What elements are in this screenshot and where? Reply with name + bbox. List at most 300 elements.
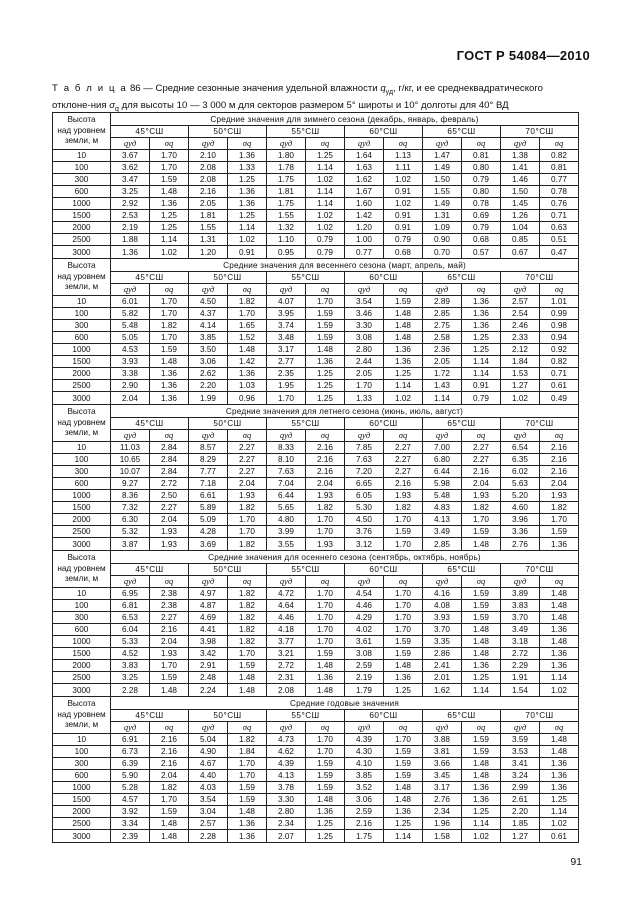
value-cell: 1.93 (150, 526, 189, 538)
value-cell: 5.30 (345, 502, 384, 514)
value-cell: 1.02 (306, 210, 345, 222)
value-cell: 2.10 (189, 150, 228, 162)
value-cell: 2.01 (423, 672, 462, 684)
value-cell: 1.48 (150, 356, 189, 368)
table-row (53, 612, 579, 624)
value-cell: 2.27 (462, 442, 501, 454)
value-cell: 2.80 (345, 344, 384, 356)
value-cell: 2.59 (345, 660, 384, 672)
value-cell: 1.36 (462, 308, 501, 320)
height-cell: 3000 (53, 830, 111, 843)
value-cell: 1.82 (228, 502, 267, 514)
value-cell: 3.78 (267, 782, 306, 794)
value-cell: 2.04 (540, 478, 579, 490)
table-row (53, 758, 579, 770)
value-cell: 2.41 (423, 660, 462, 672)
height-cell: 1500 (53, 794, 111, 806)
caption-sigma-subscript: q (115, 105, 119, 113)
value-cell: 3.70 (423, 624, 462, 636)
value-cell: 1.93 (306, 538, 345, 551)
q-symbol-header: qуд (267, 284, 306, 296)
value-cell: 2.27 (462, 454, 501, 466)
value-cell: 1.36 (306, 672, 345, 684)
value-cell: 1.59 (462, 588, 501, 600)
height-cell: 1000 (53, 490, 111, 502)
value-cell: 4.90 (189, 746, 228, 758)
value-cell: 2.04 (306, 478, 345, 490)
table-row (53, 588, 579, 600)
value-cell: 1.02 (384, 198, 423, 210)
value-cell: 1.70 (384, 538, 423, 551)
value-cell: 1.59 (228, 794, 267, 806)
value-cell: 5.48 (111, 320, 150, 332)
value-cell: 10.65 (111, 454, 150, 466)
value-cell: 1.96 (423, 818, 462, 830)
value-cell: 1.72 (423, 368, 462, 380)
value-cell: 2.76 (501, 538, 540, 551)
value-cell: 0.71 (540, 210, 579, 222)
latitude-header: 45°СШ (111, 126, 189, 138)
height-cell: 2000 (53, 660, 111, 672)
value-cell: 5.65 (267, 502, 306, 514)
value-cell: 2.57 (189, 818, 228, 830)
value-cell: 6.80 (423, 454, 462, 466)
value-cell: 6.02 (501, 466, 540, 478)
value-cell: 3.41 (501, 758, 540, 770)
value-cell: 4.72 (267, 588, 306, 600)
table-row (53, 830, 579, 843)
table-row (53, 648, 579, 660)
value-cell: 2.08 (189, 162, 228, 174)
value-cell: 11.03 (111, 442, 150, 454)
value-cell: 0.81 (462, 150, 501, 162)
q-symbol-header: qуд (111, 576, 150, 588)
value-cell: 0.78 (462, 198, 501, 210)
value-cell: 0.51 (540, 234, 579, 246)
value-cell: 1.59 (384, 746, 423, 758)
height-cell: 300 (53, 612, 111, 624)
value-cell: 7.18 (189, 478, 228, 490)
value-cell: 4.41 (189, 624, 228, 636)
value-cell: 2.27 (384, 442, 423, 454)
value-cell: 1.84 (228, 746, 267, 758)
value-cell: 1.14 (540, 672, 579, 684)
q-symbol-header: qуд (423, 576, 462, 588)
sigma-symbol-header: σq (306, 430, 345, 442)
value-cell: 2.27 (228, 442, 267, 454)
height-cell: 3000 (53, 684, 111, 697)
value-cell: 1.70 (150, 150, 189, 162)
value-cell: 1.32 (267, 222, 306, 234)
latitude-header: 45°СШ (111, 710, 189, 722)
value-cell: 1.70 (306, 734, 345, 746)
value-cell: 1.14 (462, 684, 501, 697)
value-cell: 1.25 (384, 684, 423, 697)
value-cell: 2.27 (150, 502, 189, 514)
value-cell: 3.21 (267, 648, 306, 660)
value-cell: 1.75 (267, 174, 306, 186)
value-cell: 2.48 (189, 672, 228, 684)
value-cell: 4.67 (189, 758, 228, 770)
q-symbol-header: qуд (501, 576, 540, 588)
height-cell: 1000 (53, 198, 111, 210)
value-cell: 1.82 (306, 502, 345, 514)
value-cell: 1.82 (384, 502, 423, 514)
table-row (53, 600, 579, 612)
value-cell: 2.16 (540, 466, 579, 478)
symbol-row (53, 576, 579, 588)
value-cell: 1.79 (345, 684, 384, 697)
latitude-header: 70°СШ (501, 710, 579, 722)
value-cell: 8.29 (189, 454, 228, 466)
height-cell: 2500 (53, 818, 111, 830)
value-cell: 4.87 (189, 600, 228, 612)
symbol-row (53, 138, 579, 150)
value-cell: 1.70 (228, 770, 267, 782)
value-cell: 2.84 (150, 442, 189, 454)
value-cell: 1.59 (384, 770, 423, 782)
value-cell: 3.61 (345, 636, 384, 648)
value-cell: 2.08 (267, 684, 306, 697)
value-cell: 3.47 (111, 174, 150, 186)
latitude-header: 60°СШ (345, 710, 423, 722)
value-cell: 3.08 (345, 648, 384, 660)
sigma-symbol-header: σq (384, 722, 423, 734)
value-cell: 1.59 (384, 296, 423, 308)
latitude-row (53, 418, 579, 430)
value-cell: 6.95 (111, 588, 150, 600)
value-cell: 1.36 (540, 782, 579, 794)
value-cell: 2.20 (189, 380, 228, 392)
value-cell: 1.48 (306, 684, 345, 697)
value-cell: 2.27 (228, 454, 267, 466)
value-cell: 3.54 (189, 794, 228, 806)
value-cell: 1.48 (306, 344, 345, 356)
value-cell: 3.18 (501, 636, 540, 648)
value-cell: 1.49 (423, 198, 462, 210)
value-cell: 3.25 (111, 186, 150, 198)
value-cell: 5.63 (501, 478, 540, 490)
latitude-header: 65°СШ (423, 564, 501, 576)
value-cell: 1.55 (267, 210, 306, 222)
height-cell: 2500 (53, 526, 111, 538)
value-cell: 1.70 (345, 380, 384, 392)
value-cell: 5.98 (423, 478, 462, 490)
value-cell: 1.53 (501, 368, 540, 380)
value-cell: 2.72 (267, 660, 306, 672)
value-cell: 4.08 (423, 600, 462, 612)
value-cell: 1.70 (462, 514, 501, 526)
latitude-header: 70°СШ (501, 564, 579, 576)
value-cell: 1.36 (228, 186, 267, 198)
value-cell: 3.12 (345, 538, 384, 551)
value-cell: 0.92 (540, 344, 579, 356)
value-cell: 3.34 (111, 818, 150, 830)
value-cell: 1.48 (228, 344, 267, 356)
value-cell: 1.48 (462, 636, 501, 648)
value-cell: 1.64 (345, 150, 384, 162)
value-cell: 1.93 (462, 490, 501, 502)
value-cell: 1.88 (111, 234, 150, 246)
value-cell: 1.50 (501, 186, 540, 198)
value-cell: 1.48 (462, 770, 501, 782)
season-title: Средние значения для осеннего сезона (сентябрь, октябрь, ноябрь) (111, 551, 579, 564)
value-cell: 1.02 (540, 684, 579, 697)
table-row (53, 818, 579, 830)
symbol-row (53, 430, 579, 442)
value-cell: 0.57 (462, 246, 501, 259)
value-cell: 1.36 (462, 782, 501, 794)
table-caption (52, 82, 578, 116)
value-cell: 2.89 (423, 296, 462, 308)
value-cell: 1.59 (384, 636, 423, 648)
value-cell: 6.81 (111, 600, 150, 612)
value-cell: 7.04 (267, 478, 306, 490)
value-cell: 0.71 (540, 368, 579, 380)
sigma-symbol-header: σq (228, 284, 267, 296)
value-cell: 5.90 (111, 770, 150, 782)
value-cell: 1.25 (540, 794, 579, 806)
value-cell: 2.61 (501, 794, 540, 806)
value-cell: 3.53 (501, 746, 540, 758)
q-symbol-header: qуд (267, 138, 306, 150)
value-cell: 1.59 (306, 320, 345, 332)
height-column-header (53, 551, 111, 588)
value-cell: 6.53 (111, 612, 150, 624)
value-cell: 0.61 (540, 830, 579, 843)
value-cell: 1.41 (501, 162, 540, 174)
value-cell: 1.02 (150, 246, 189, 259)
value-cell: 4.54 (345, 588, 384, 600)
value-cell: 3.49 (423, 526, 462, 538)
value-cell: 3.92 (111, 806, 150, 818)
value-cell: 2.12 (501, 344, 540, 356)
value-cell: 2.16 (150, 758, 189, 770)
value-cell: 4.53 (111, 344, 150, 356)
value-cell: 4.13 (423, 514, 462, 526)
page-number: 91 (570, 856, 582, 868)
height-cell: 100 (53, 600, 111, 612)
value-cell: 1.58 (423, 830, 462, 843)
value-cell: 1.80 (267, 150, 306, 162)
value-cell: 3.67 (111, 150, 150, 162)
value-cell: 1.36 (462, 794, 501, 806)
value-cell: 1.10 (267, 234, 306, 246)
value-cell: 1.82 (228, 600, 267, 612)
value-cell: 1.82 (150, 320, 189, 332)
height-cell: 2500 (53, 234, 111, 246)
value-cell: 4.60 (501, 502, 540, 514)
height-column-header (53, 405, 111, 442)
value-cell: 0.79 (462, 174, 501, 186)
value-cell: 6.91 (111, 734, 150, 746)
height-cell: 2000 (53, 368, 111, 380)
value-cell: 1.36 (540, 648, 579, 660)
value-cell: 1.02 (384, 174, 423, 186)
value-cell: 6.61 (189, 490, 228, 502)
value-cell: 1.59 (150, 344, 189, 356)
value-cell: 8.57 (189, 442, 228, 454)
value-cell: 1.33 (345, 392, 384, 405)
latitude-header: 50°СШ (189, 564, 267, 576)
value-cell: 2.24 (189, 684, 228, 697)
value-cell: 4.13 (267, 770, 306, 782)
value-cell: 0.91 (384, 222, 423, 234)
latitude-header: 45°СШ (111, 418, 189, 430)
value-cell: 1.36 (384, 806, 423, 818)
value-cell: 2.16 (384, 478, 423, 490)
value-cell: 6.35 (501, 454, 540, 466)
value-cell: 2.53 (111, 210, 150, 222)
q-symbol-header: qуд (423, 284, 462, 296)
value-cell: 1.70 (384, 600, 423, 612)
value-cell: 3.62 (111, 162, 150, 174)
value-cell: 2.34 (267, 818, 306, 830)
value-cell: 3.50 (189, 344, 228, 356)
value-cell: 1.25 (384, 818, 423, 830)
value-cell: 2.44 (345, 356, 384, 368)
value-cell: 2.27 (384, 454, 423, 466)
latitude-row (53, 710, 579, 722)
latitude-header: 60°СШ (345, 418, 423, 430)
value-cell: 1.01 (540, 296, 579, 308)
value-cell: 1.59 (150, 174, 189, 186)
value-cell: 2.34 (423, 806, 462, 818)
value-cell: 1.59 (462, 746, 501, 758)
height-header-line: Высота (67, 261, 96, 270)
value-cell: 0.82 (540, 150, 579, 162)
value-cell: 1.31 (189, 234, 228, 246)
value-cell: 1.70 (150, 308, 189, 320)
value-cell: 1.70 (306, 746, 345, 758)
table-row (53, 672, 579, 684)
table-row (53, 392, 579, 405)
sigma-symbol-header: σq (228, 430, 267, 442)
value-cell: 3.46 (345, 308, 384, 320)
value-cell: 4.46 (267, 612, 306, 624)
table-row (53, 150, 579, 162)
table-row (53, 746, 579, 758)
value-cell: 3.35 (423, 636, 462, 648)
table-row (53, 162, 579, 174)
value-cell: 1.48 (384, 320, 423, 332)
value-cell: 3.76 (345, 526, 384, 538)
value-cell: 1.59 (540, 526, 579, 538)
value-cell: 0.94 (540, 332, 579, 344)
value-cell: 4.40 (189, 770, 228, 782)
value-cell: 7.20 (345, 466, 384, 478)
height-cell: 600 (53, 478, 111, 490)
value-cell: 1.36 (462, 320, 501, 332)
table-row (53, 538, 579, 551)
height-header-line: над уровнем (57, 709, 106, 719)
value-cell: 1.25 (462, 344, 501, 356)
value-cell: 1.59 (150, 806, 189, 818)
q-symbol-header: qуд (423, 138, 462, 150)
value-cell: 2.86 (423, 648, 462, 660)
value-cell: 1.82 (150, 782, 189, 794)
value-cell: 0.91 (462, 380, 501, 392)
value-cell: 1.84 (501, 356, 540, 368)
value-cell: 1.36 (384, 344, 423, 356)
value-cell: 2.16 (306, 466, 345, 478)
value-cell: 1.55 (189, 222, 228, 234)
q-symbol-header: qуд (111, 430, 150, 442)
season-title: Средние значения для весеннего сезона (март, апрель, май) (111, 259, 579, 272)
value-cell: 1.14 (462, 356, 501, 368)
value-cell: 2.85 (423, 538, 462, 551)
value-cell: 3.93 (111, 356, 150, 368)
value-cell: 1.70 (306, 612, 345, 624)
q-symbol-header: qуд (189, 722, 228, 734)
value-cell: 1.14 (306, 198, 345, 210)
value-cell: 2.08 (189, 174, 228, 186)
value-cell: 1.49 (423, 162, 462, 174)
value-cell: 1.25 (150, 210, 189, 222)
value-cell: 2.39 (111, 830, 150, 843)
value-cell: 5.05 (111, 332, 150, 344)
value-cell: 1.14 (306, 186, 345, 198)
value-cell: 2.07 (267, 830, 306, 843)
sigma-symbol-header: σq (306, 576, 345, 588)
caption-prefix: Т а б л и ц а (52, 83, 128, 94)
value-cell: 3.55 (267, 538, 306, 551)
value-cell: 3.17 (267, 344, 306, 356)
value-cell: 0.79 (306, 246, 345, 259)
height-cell: 100 (53, 746, 111, 758)
value-cell: 4.39 (267, 758, 306, 770)
value-cell: 1.59 (462, 612, 501, 624)
height-cell: 100 (53, 162, 111, 174)
sigma-symbol-header: σq (228, 138, 267, 150)
q-symbol-header: qуд (345, 722, 384, 734)
height-cell: 1000 (53, 782, 111, 794)
value-cell: 4.02 (345, 624, 384, 636)
value-cell: 1.70 (228, 308, 267, 320)
value-cell: 1.70 (384, 734, 423, 746)
height-header-line: Высота (67, 699, 96, 708)
value-cell: 2.57 (501, 296, 540, 308)
value-cell: 2.29 (501, 660, 540, 672)
value-cell: 1.70 (150, 660, 189, 672)
value-cell: 2.04 (150, 514, 189, 526)
value-cell: 2.84 (150, 466, 189, 478)
table-row (53, 624, 579, 636)
value-cell: 4.73 (267, 734, 306, 746)
table-row (53, 478, 579, 490)
value-cell: 1.59 (306, 308, 345, 320)
value-cell: 0.78 (540, 186, 579, 198)
q-symbol-header: qуд (189, 430, 228, 442)
value-cell: 3.25 (111, 672, 150, 684)
value-cell: 1.36 (540, 538, 579, 551)
value-cell: 1.82 (228, 588, 267, 600)
value-cell: 4.97 (189, 588, 228, 600)
q-symbol-header: qуд (345, 138, 384, 150)
value-cell: 2.19 (111, 222, 150, 234)
value-cell: 2.36 (423, 344, 462, 356)
value-cell: 1.59 (306, 770, 345, 782)
value-cell: 1.04 (501, 222, 540, 234)
value-cell: 3.83 (501, 600, 540, 612)
value-cell: 4.57 (111, 794, 150, 806)
value-cell: 1.36 (228, 830, 267, 843)
value-cell: 7.85 (345, 442, 384, 454)
height-header-line: над уровнем (57, 563, 106, 573)
value-cell: 2.31 (267, 672, 306, 684)
value-cell: 1.91 (501, 672, 540, 684)
height-cell: 2000 (53, 806, 111, 818)
